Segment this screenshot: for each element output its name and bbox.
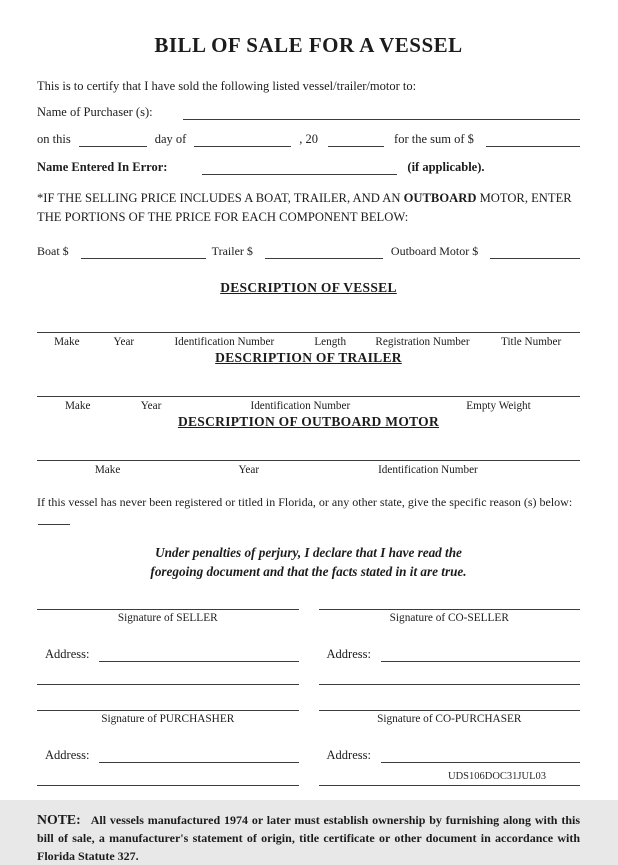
- outboard-col-year: Year: [238, 463, 260, 476]
- co-purchaser-signature-caption: Signature of CO-PURCHASER: [377, 713, 522, 726]
- on-this-label: on this: [37, 131, 71, 146]
- selling-price-instruction: [37, 189, 580, 227]
- year-field[interactable]: [328, 131, 384, 147]
- co-purchaser-address-row: [319, 747, 581, 763]
- vessel-col-title-number: Title Number: [501, 335, 562, 348]
- sum-label: for the sum of $: [394, 131, 474, 146]
- vessel-col-year: Year: [113, 335, 135, 348]
- purchaser-signature-caption: Signature of PURCHASHER: [101, 713, 235, 726]
- year-prefix-label: , 20: [299, 131, 319, 146]
- instruction-bold-word: OUTBOARD: [403, 190, 477, 205]
- outboard-col-make: Make: [94, 463, 121, 476]
- never-registered-statement: If this vessel has never been registered or titled in Florida, or any other state, give the specific reason (s) below:: [37, 494, 573, 509]
- perjury-line-1: Under penalties of perjury, I declare that I have read the: [155, 544, 462, 560]
- vessel-col-registration: Registration Number: [375, 335, 470, 348]
- seller-signature-block: [37, 609, 580, 685]
- seller-address-label: Address:: [45, 647, 90, 662]
- vessel-col-id-number: Identification Number: [174, 335, 275, 348]
- outboard-col-id-number: Identification Number: [378, 463, 478, 476]
- purchaser-address-row: [37, 747, 299, 763]
- co-seller-address-field-2[interactable]: [319, 684, 581, 685]
- purchaser-cell: [37, 710, 299, 786]
- if-applicable-label: (if applicable).: [407, 159, 485, 174]
- perjury-line-2: foregoing document and that the facts stated in it are true.: [150, 563, 467, 579]
- vessel-col-length: Length: [314, 335, 347, 348]
- vessel-columns-header: [37, 332, 580, 348]
- sum-field[interactable]: [486, 131, 580, 147]
- trailer-col-make: Make: [64, 399, 91, 412]
- co-seller-signature-caption: Signature of CO-SELLER: [389, 612, 509, 625]
- purchaser-signature-field[interactable]: [37, 710, 299, 711]
- purchaser-address-field[interactable]: [99, 747, 298, 763]
- note-paragraph: [37, 810, 580, 865]
- outboard-price-label: Outboard Motor $: [390, 243, 479, 258]
- trailer-section-heading: DESCRIPTION OF TRAILER: [215, 349, 402, 365]
- day-field[interactable]: [79, 131, 147, 147]
- seller-address-field[interactable]: [99, 646, 298, 662]
- seller-signature-caption: Signature of SELLER: [117, 612, 218, 625]
- trailer-columns-header: [37, 396, 580, 412]
- day-of-label: day of: [154, 131, 187, 146]
- seller-cell: [37, 609, 299, 685]
- reason-field[interactable]: [38, 524, 70, 525]
- instruction-text-1: *IF THE SELLING PRICE INCLUDES A BOAT, TRAILER, AND AN: [37, 190, 404, 205]
- co-purchaser-address-label: Address:: [326, 748, 371, 763]
- purchaser-label: Name of Purchaser (s):: [37, 104, 153, 119]
- seller-signature-field[interactable]: [37, 609, 299, 610]
- purchaser-row: [37, 104, 580, 120]
- co-purchaser-address-field-2[interactable]: [319, 785, 581, 786]
- co-seller-signature-field[interactable]: [319, 609, 581, 610]
- purchaser-address-label: Address:: [45, 748, 90, 763]
- note-label: NOTE:: [37, 812, 81, 828]
- perjury-statement: [37, 543, 580, 581]
- document-code: UDS106DOC31JUL03: [447, 771, 546, 782]
- outboard-price-field[interactable]: [490, 243, 580, 259]
- vessel-section-heading: DESCRIPTION OF VESSEL: [220, 279, 397, 295]
- purchaser-name-field[interactable]: [183, 104, 580, 120]
- name-error-field[interactable]: [202, 159, 397, 175]
- trailer-col-year: Year: [140, 399, 162, 412]
- co-seller-address-label: Address:: [326, 647, 371, 662]
- month-field[interactable]: [194, 131, 291, 147]
- trailer-col-id-number: Identification Number: [250, 399, 351, 412]
- component-price-row: [37, 243, 580, 259]
- boat-price-field[interactable]: [81, 243, 206, 259]
- instruction-text-2: MOTOR, ENTER THE PORTIONS OF THE PRICE FOR EACH COMPONENT BELOW:: [37, 190, 572, 224]
- vessel-col-make: Make: [54, 335, 80, 348]
- name-error-row: [37, 159, 580, 175]
- purchaser-address-field-2[interactable]: [37, 785, 299, 786]
- trailer-price-field[interactable]: [265, 243, 383, 259]
- co-seller-cell: [319, 609, 581, 685]
- co-purchaser-signature-field[interactable]: [319, 710, 581, 711]
- co-purchaser-address-field[interactable]: [381, 747, 580, 763]
- seller-address-field-2[interactable]: [37, 684, 299, 685]
- outboard-section-heading: DESCRIPTION OF OUTBOARD MOTOR: [177, 413, 440, 429]
- outboard-columns-header: [37, 460, 580, 476]
- seller-address-row: [37, 646, 299, 662]
- name-error-label: Name Entered In Error:: [37, 159, 168, 174]
- co-seller-address-field[interactable]: [381, 646, 580, 662]
- trailer-price-label: Trailer $: [211, 243, 253, 258]
- boat-price-label: Boat $: [37, 243, 69, 258]
- trailer-col-empty-weight: Empty Weight: [466, 399, 531, 412]
- note-text: All vessels manufactured 1974 or later must establish ownership by furnishing along with this bill of sale, a manufacturer's statement of origin, title certificate or other document in accordance with Florida Statute 327.: [37, 813, 580, 863]
- document-title: BILL OF SALE FOR A VESSEL: [154, 33, 463, 57]
- co-seller-address-row: [319, 646, 581, 662]
- date-sum-row: [37, 131, 580, 147]
- certify-statement: This is to certify that I have sold the following listed vessel/trailer/motor to:: [37, 79, 417, 93]
